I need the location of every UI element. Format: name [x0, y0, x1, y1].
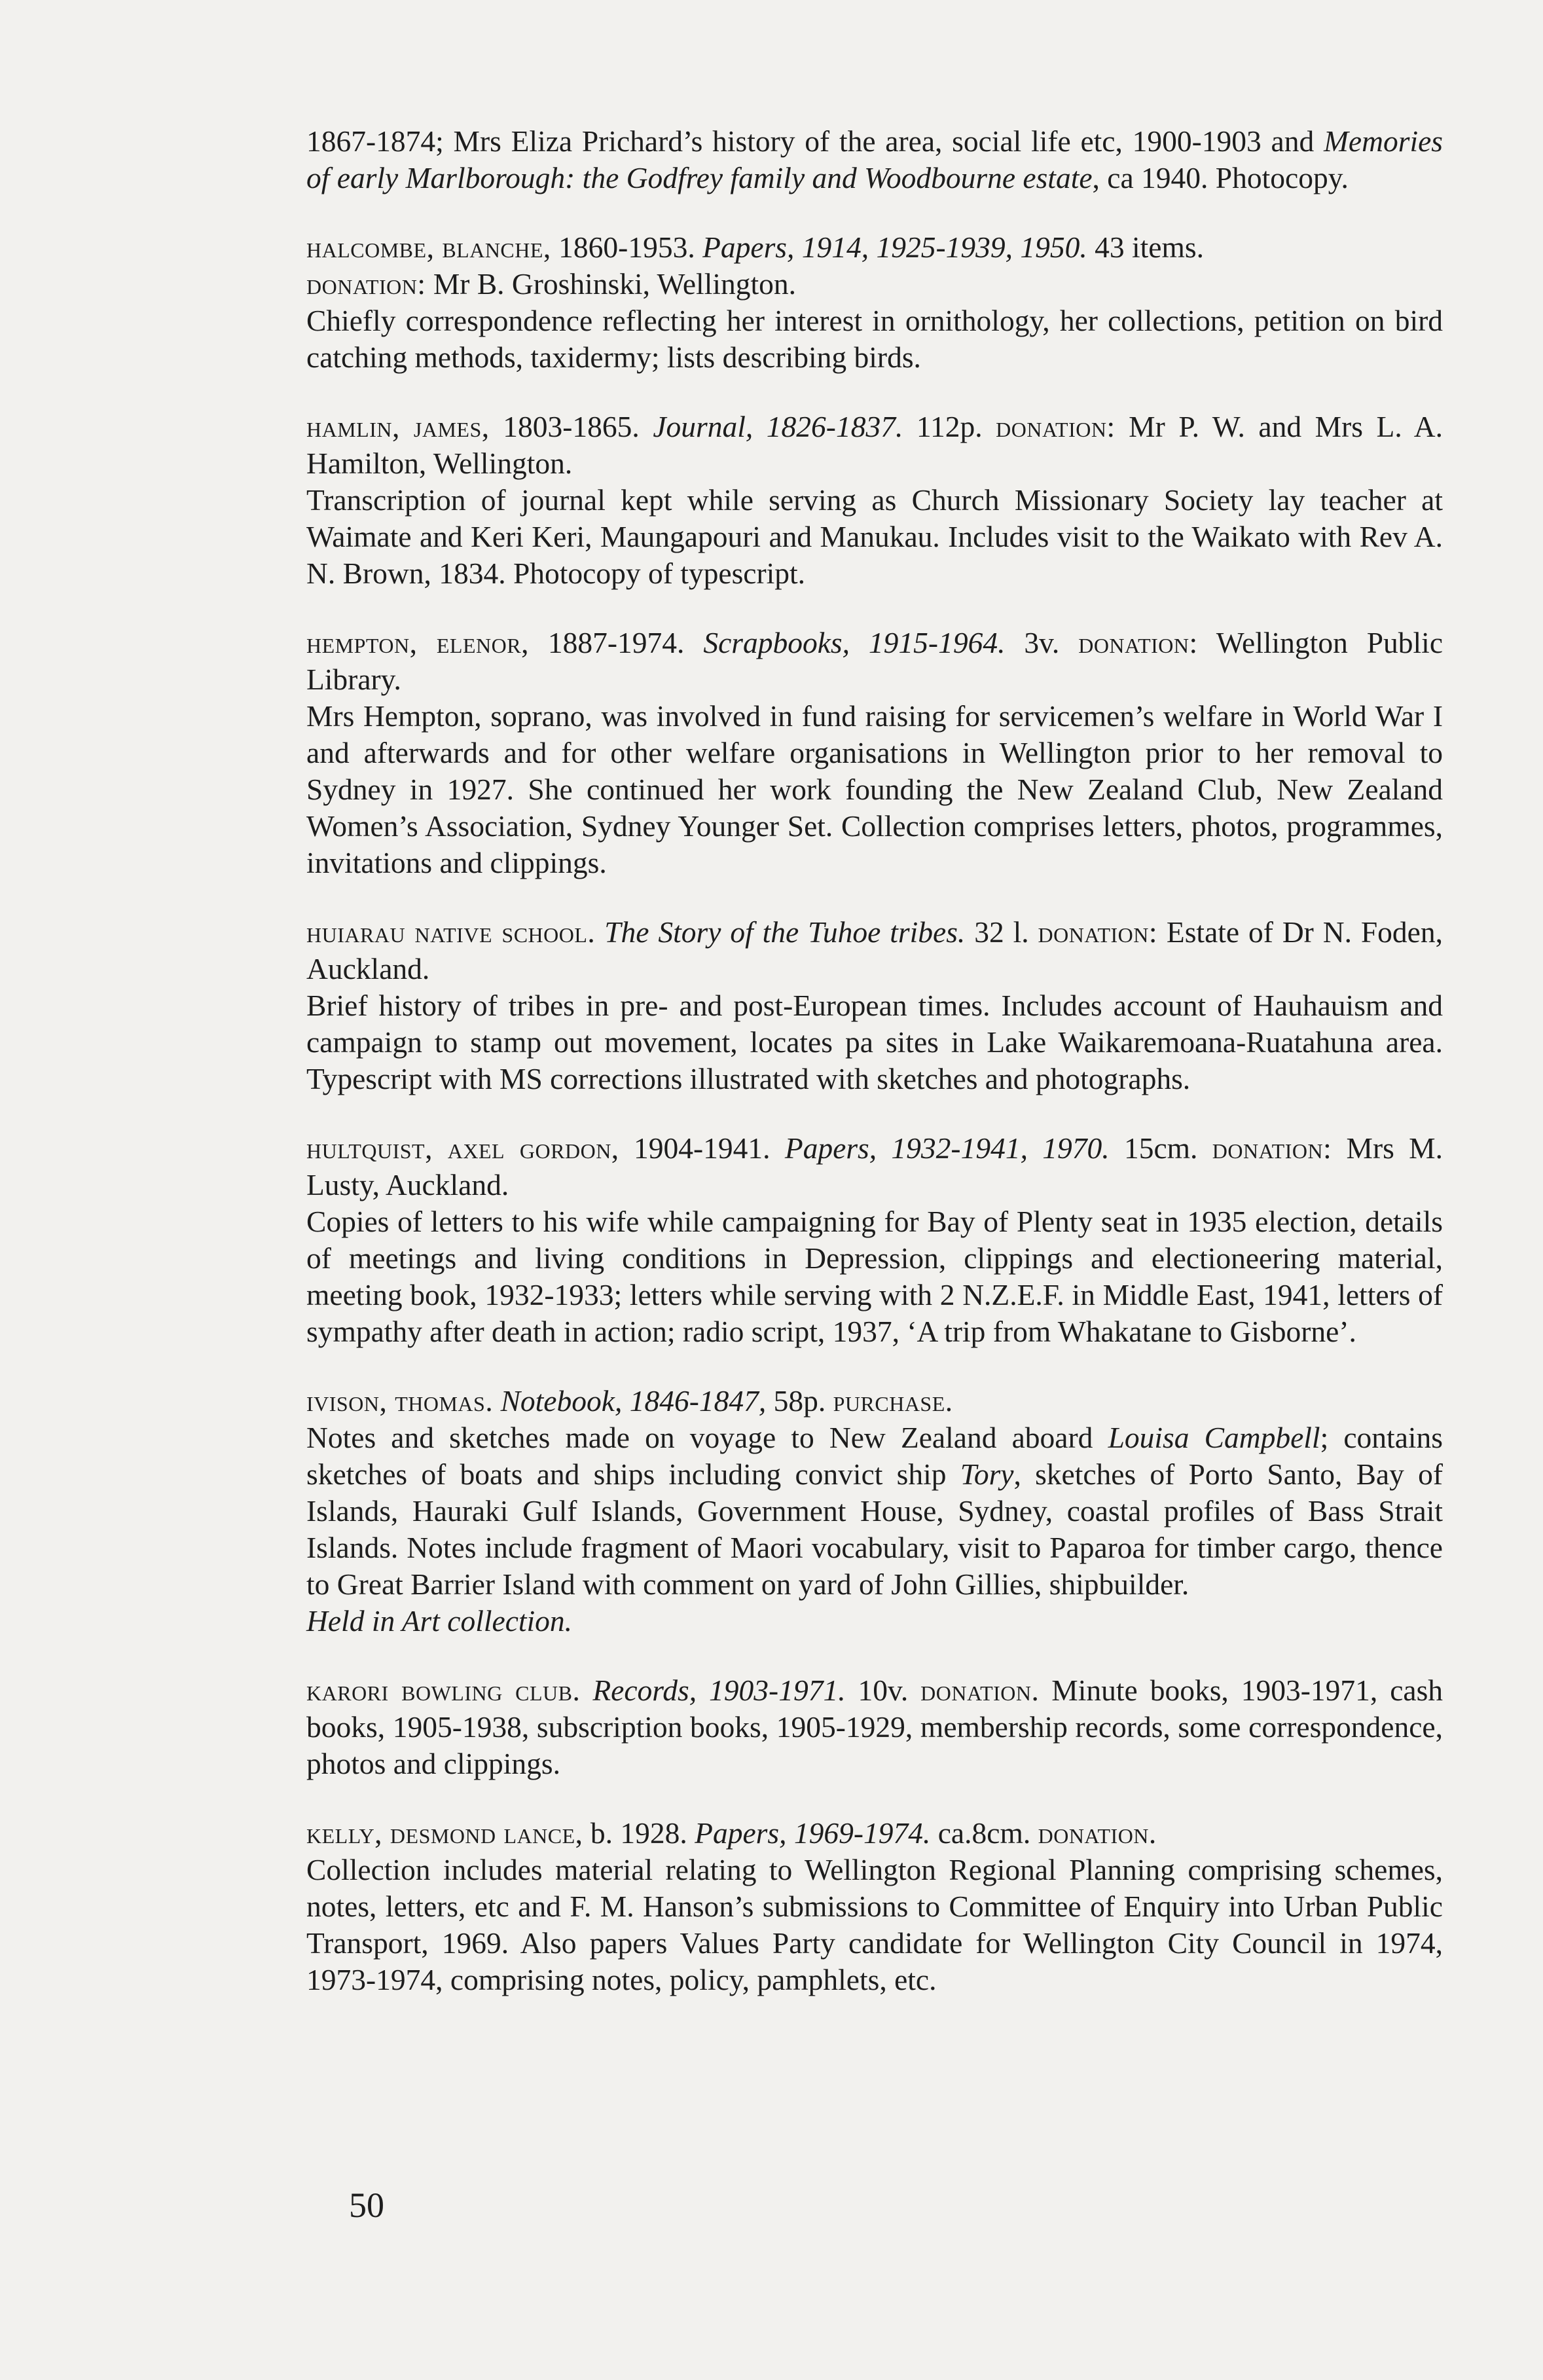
entry-title: Notebook, 1846-1847, — [500, 1384, 767, 1418]
donation-text: Estate of Dr N. Foden, Auckland. — [306, 915, 1443, 985]
entry-extent: ca.8cm. — [930, 1816, 1038, 1850]
entry-extent: 3v. — [1005, 626, 1079, 659]
catalogue-content — [306, 123, 1443, 2031]
entry-description: Copies of letters to his wife while campaigning for Bay of Plenty seat in 1935 election, details of meetings and living conditions in Depression, clippings and electioneering material, meeting book, 1932-1933; letters while serving with 2 N.Z.E.F. in Middle East, 1941, letters of sympathy after death in action; radio script, 1937, ‘A trip from Whakatane to Gisborne’. — [306, 1205, 1443, 1348]
entry-heading: hempton, elenor, — [306, 626, 529, 659]
entry-dates: 1803-1865. — [489, 410, 653, 443]
catalogue-entry-hamlin — [306, 409, 1443, 592]
entry-description: Chiefly correspondence reflecting her interest in ornithology, her collections, petition on bird catching methods, taxidermy; lists describing birds. — [306, 304, 1443, 374]
entry-dates: b. 1928. — [583, 1816, 695, 1850]
entry-heading: ivison, thomas. — [306, 1384, 494, 1418]
catalogue-entry-karori — [306, 1672, 1443, 1782]
entry-dates: 1904-1941. — [619, 1131, 785, 1165]
entry-heading: hultquist, axel gordon, — [306, 1131, 619, 1165]
donation-label: donation: — [306, 267, 426, 301]
catalogue-entry-kelly — [306, 1815, 1443, 1998]
entry-description: Brief history of tribes in pre- and post-European times. Includes account of Hauhauism and campaign to stamp out movement, locates pa sites in Lake Waikaremoana-Ruatahuna area. Typescript with MS corrections illustrated with sketches and photographs. — [306, 989, 1443, 1095]
catalogue-entry-hempton — [306, 625, 1443, 881]
catalogue-entry-hultquist — [306, 1130, 1443, 1350]
description-text: 1867-1874; Mrs Eliza Prichard’s history of the area, social life etc, 1900-1903 and — [306, 124, 1324, 158]
entry-dates: 1887-1974. — [528, 626, 704, 659]
entry-extent: 112p. — [903, 410, 996, 443]
entry-extent: 10v. — [845, 1674, 921, 1707]
entry-description: Collection includes material relating to Wellington Regional Planning comprising schemes, notes, letters, etc and F. M. Hanson’s submissions to Committee of Enquiry into Urban Public Transport, 1969. Also papers Values Party candidate for Wellington City Council in 1974, 1973-1974, comprising notes, policy, pamphlets, etc. — [306, 1853, 1443, 1996]
donation-label: donation. — [1038, 1816, 1157, 1850]
donation-text: Minute books, 1903-1971, cash books, 1905-1938, subscription books, 1905-1929, membership records, some correspondence, photos and clippings. — [306, 1674, 1443, 1780]
entry-title: Journal, 1826-1837. — [653, 410, 903, 443]
entry-heading: kelly, desmond lance, — [306, 1816, 583, 1850]
entry-title: Papers, 1932-1941, 1970. — [784, 1131, 1110, 1165]
donation-text: Wellington Public Library. — [306, 626, 1443, 696]
entry-dates: 1860-1953. — [551, 230, 703, 264]
entry-title: Papers, 1969-1974. — [695, 1816, 931, 1850]
entry-header — [306, 1815, 1443, 1852]
entry-heading: halcombe, blanche, — [306, 230, 551, 264]
entry-header — [306, 229, 1443, 302]
page-number: 50 — [349, 2186, 384, 2225]
entry-note: Held in Art collection. — [306, 1604, 573, 1638]
catalogue-entry-halcombe — [306, 229, 1443, 376]
donation-label: donation: — [1078, 626, 1198, 659]
description-text: , sketches of Porto Santo, Bay of Islands, Hauraki Gulf Islands, Government House, Sydney, coastal profiles of Bass Strait Islands. Notes include fragment of Maori vocabulary, visit to Paparoa for timber cargo, thence to Great Barrier Island with comment on yard of John Gillies, shipbuilder. — [306, 1457, 1443, 1601]
entry-extent: 43 items. — [1087, 230, 1204, 264]
description-text: , ca 1940. Photocopy. — [1092, 161, 1349, 194]
donation-text: Mrs M. Lusty, Auckland. — [306, 1131, 1443, 1201]
entry-title: Papers, 1914, 1925-1939, 1950. — [702, 230, 1087, 264]
entry-dates — [493, 1384, 500, 1418]
entry-header — [306, 625, 1443, 698]
ship-name: Tory — [960, 1457, 1014, 1491]
donation-label: donation: — [996, 410, 1116, 443]
donation-label: donation: — [1038, 915, 1158, 949]
entry-extent: 32 l. — [965, 915, 1038, 949]
description-text: ; contains sketches of boats and ships including convict ship — [306, 1421, 1443, 1491]
donation-text: Mr P. W. and Mrs L. A. Hamilton, Wellington. — [306, 410, 1443, 480]
entry-title: Scrapbooks, 1915-1964. — [703, 626, 1006, 659]
entry-description — [306, 1419, 1443, 1603]
donation-label: donation. — [920, 1674, 1040, 1707]
entry-header — [306, 1383, 1443, 1419]
entry-header — [306, 1672, 1443, 1782]
entry-heading: hamlin, james, — [306, 410, 490, 443]
purchase-label: purchase. — [833, 1384, 953, 1418]
catalogue-entry-ivison — [306, 1383, 1443, 1639]
entry-header — [306, 914, 1443, 987]
cited-title: Memories of early Marlborough: the Godfrey family and Woodbourne estate — [306, 124, 1443, 194]
entry-dates — [580, 1674, 592, 1707]
entry-title: Records, 1903-1971. — [592, 1674, 846, 1707]
entry-heading: karori bowling club. — [306, 1674, 581, 1707]
entry-title: The Story of the Tuhoe tribes. — [604, 915, 966, 949]
description-text: Notes and sketches made on voyage to New Zealand aboard — [306, 1421, 1108, 1454]
entry-extent: 58p. — [766, 1384, 833, 1418]
entry-description: Mrs Hempton, soprano, was involved in fund raising for servicemen’s welfare in World War I and afterwards and for other welfare organisations in Wellington prior to her removal to Sydney in 1927. She continued her work founding the New Zealand Club, New Zealand Women’s Association, Sydney Younger Set. Collection comprises letters, photos, programmes, invitations and clippings. — [306, 699, 1443, 879]
catalogue-entry-huiarau — [306, 914, 1443, 1097]
entry-header — [306, 409, 1443, 482]
entry-extent: 15cm. — [1109, 1131, 1212, 1165]
entry-description — [306, 123, 1443, 196]
donation-label: donation: — [1212, 1131, 1332, 1165]
entry-heading: huiarau native school. — [306, 915, 596, 949]
entry-dates — [595, 915, 604, 949]
ship-name: Louisa Campbell — [1108, 1421, 1320, 1454]
entry-header — [306, 1130, 1443, 1203]
donation-text: Mr B. Groshinski, Wellington. — [426, 267, 796, 301]
entry-description: Transcription of journal kept while serving as Church Missionary Society lay teacher at Waimate and Keri Keri, Maungapouri and Manukau. Includes visit to the Waikato with Rev A. N. Brown, 1834. Photocopy of typescript. — [306, 483, 1443, 590]
continuation-entry — [306, 123, 1443, 196]
